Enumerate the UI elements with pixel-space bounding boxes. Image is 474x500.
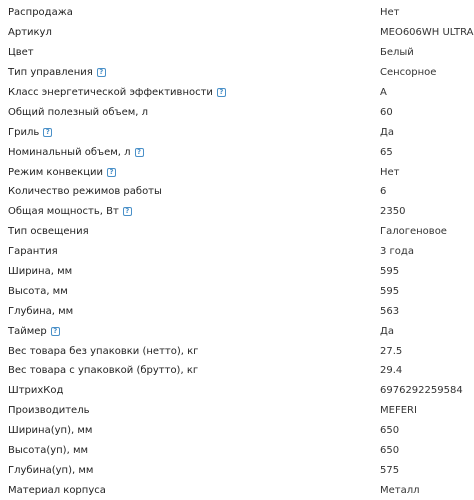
spec-label-text: Режим конвекции — [8, 166, 103, 178]
spec-value: A — [380, 87, 387, 98]
spec-label-text: Распродажа — [8, 7, 73, 19]
spec-label — [8, 465, 93, 476]
spec-label — [8, 27, 52, 38]
spec-row — [0, 122, 474, 142]
spec-label-text: Материал корпуса — [8, 484, 106, 496]
spec-label-text: Таймер — [8, 325, 47, 337]
help-icon[interactable]: ? — [107, 168, 116, 177]
spec-row — [0, 242, 474, 262]
spec-value: Белый — [380, 47, 414, 59]
spec-value: Да — [380, 126, 394, 138]
spec-label — [8, 266, 72, 277]
spec-label — [8, 7, 73, 18]
spec-label — [8, 306, 73, 317]
spec-label — [8, 485, 106, 496]
help-icon[interactable]: ? — [217, 88, 226, 97]
spec-row — [0, 460, 474, 480]
spec-row — [0, 321, 474, 341]
spec-value: 563 — [380, 305, 400, 317]
spec-value: MEFERI — [380, 405, 417, 417]
spec-label-text: Класс энергетической эффективности — [8, 87, 213, 98]
spec-label — [8, 365, 198, 376]
spec-label-text: Высота(уп), мм — [8, 445, 89, 457]
spec-label-text: Глубина, мм — [8, 305, 74, 317]
spec-value: 595 — [380, 285, 400, 297]
spec-row — [0, 43, 474, 63]
spec-row — [0, 162, 474, 182]
spec-row — [0, 361, 474, 381]
spec-label-text: Тип управления — [8, 67, 93, 79]
spec-label-text: Ширина(уп), мм — [8, 425, 93, 437]
spec-row — [0, 281, 474, 301]
spec-label-text: Глубина(уп), мм — [8, 464, 94, 476]
spec-label — [8, 127, 52, 138]
spec-row — [0, 102, 474, 122]
spec-label — [8, 107, 148, 118]
spec-label — [8, 67, 106, 78]
spec-row — [0, 182, 474, 202]
spec-label — [8, 326, 60, 337]
spec-row — [0, 301, 474, 321]
spec-label — [8, 286, 68, 297]
spec-value: Металл — [380, 484, 420, 496]
spec-value: 650 — [380, 425, 400, 437]
spec-label — [8, 167, 116, 178]
spec-row — [0, 262, 474, 282]
spec-value: Сенсорное — [380, 67, 437, 79]
spec-label — [8, 405, 90, 416]
spec-row — [0, 202, 474, 222]
spec-row — [0, 441, 474, 461]
spec-label — [8, 425, 92, 436]
spec-label-text: Артикул — [8, 27, 52, 39]
spec-value: Галогеновое — [380, 226, 447, 238]
spec-value: 575 — [380, 464, 400, 476]
spec-row — [0, 142, 474, 162]
spec-label — [8, 147, 144, 158]
spec-label-text: ШтрихКод — [8, 385, 64, 397]
spec-label — [8, 47, 34, 58]
help-icon[interactable]: ? — [51, 327, 60, 336]
spec-value: 2350 — [380, 206, 406, 218]
spec-row — [0, 480, 474, 500]
help-icon[interactable]: ? — [135, 148, 144, 157]
spec-value: 65 — [380, 146, 393, 158]
spec-row — [0, 341, 474, 361]
spec-label — [8, 226, 89, 237]
spec-row — [0, 421, 474, 441]
spec-label-text: Гарантия — [8, 246, 58, 258]
spec-value: Да — [380, 325, 394, 337]
spec-label-text: Вес товара с упаковкой (брутто), кг — [8, 365, 199, 377]
spec-label — [8, 87, 226, 98]
spec-label-text: Высота, мм — [8, 285, 68, 297]
spec-value: 3 года — [380, 246, 414, 258]
spec-row — [0, 381, 474, 401]
spec-row — [0, 83, 474, 103]
spec-value: 27.5 — [380, 345, 403, 357]
spec-label — [8, 445, 88, 456]
spec-label — [8, 206, 132, 217]
spec-label-text: Тип освещения — [8, 226, 89, 238]
spec-row — [0, 401, 474, 421]
spec-value: 595 — [380, 266, 400, 278]
spec-row — [0, 3, 474, 23]
spec-row — [0, 222, 474, 242]
help-icon[interactable]: ? — [43, 128, 52, 137]
spec-label — [8, 385, 63, 396]
spec-value: 6 — [380, 186, 387, 198]
spec-label-text: Общий полезный объем, л — [8, 106, 149, 118]
spec-value: 6976292259584 — [380, 385, 463, 397]
spec-value: Нет — [380, 166, 400, 178]
spec-row — [0, 23, 474, 43]
spec-value: 650 — [380, 445, 400, 457]
spec-label-text: Общая мощность, Вт — [8, 206, 119, 218]
spec-value: 29.4 — [380, 365, 403, 377]
spec-label — [8, 246, 58, 257]
spec-value: 60 — [380, 106, 393, 118]
spec-row — [0, 63, 474, 83]
spec-value: Нет — [380, 7, 400, 19]
spec-label-text: Количество режимов работы — [8, 186, 162, 198]
help-icon[interactable]: ? — [97, 68, 106, 77]
spec-value: MEO606WH ULTRA — [380, 27, 474, 39]
spec-label-text: Производитель — [8, 405, 90, 417]
spec-label-text: Номинальный объем, л — [8, 146, 131, 158]
spec-label-text: Гриль — [8, 126, 40, 138]
spec-label-text: Вес товара без упаковки (нетто), кг — [8, 345, 199, 357]
spec-label-text: Цвет — [8, 47, 34, 59]
spec-label-text: Ширина, мм — [8, 266, 73, 278]
help-icon[interactable]: ? — [123, 207, 132, 216]
spec-label — [8, 346, 198, 357]
spec-label — [8, 186, 162, 197]
